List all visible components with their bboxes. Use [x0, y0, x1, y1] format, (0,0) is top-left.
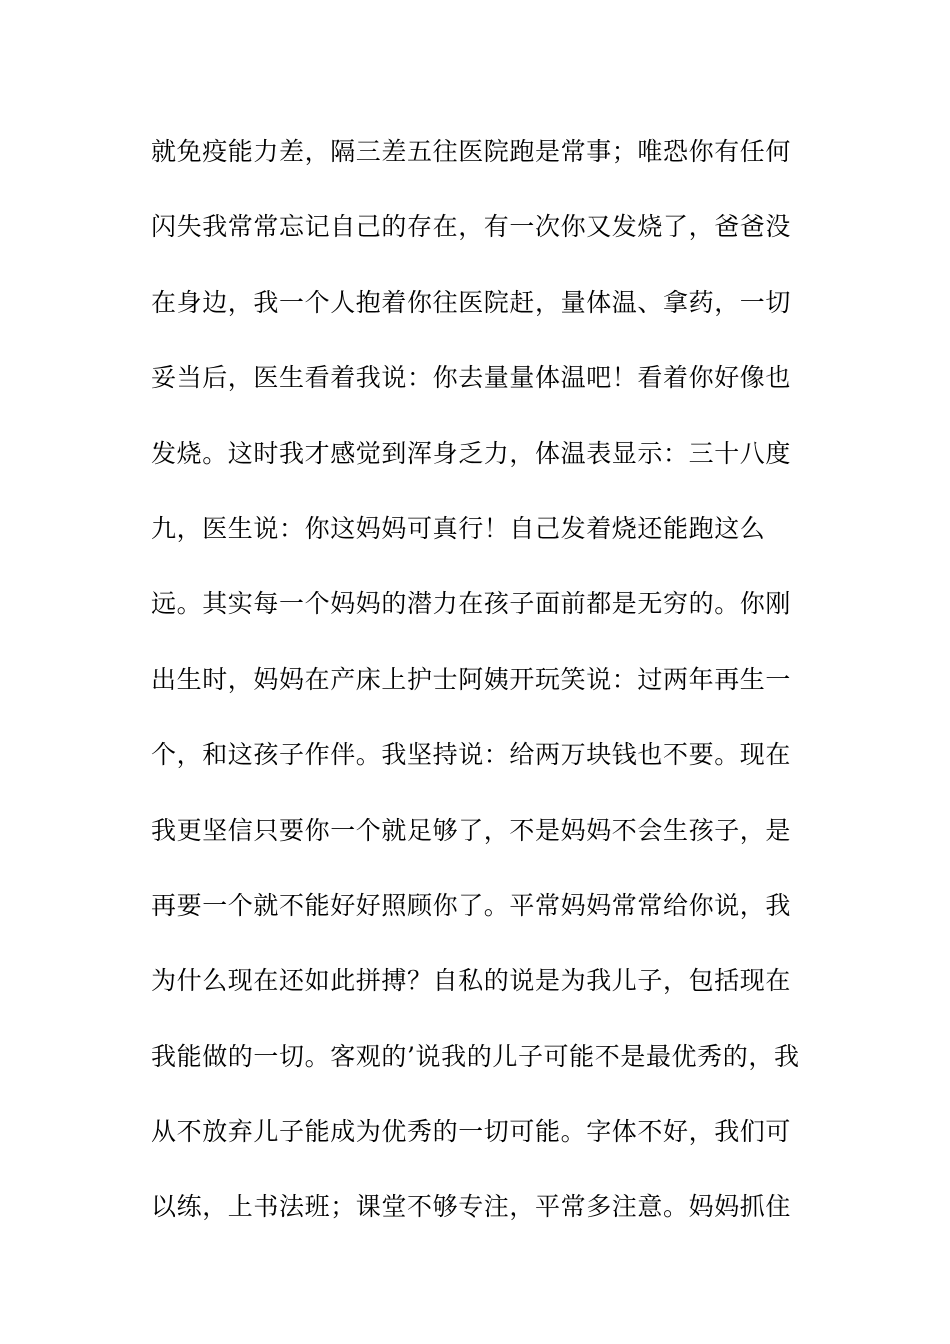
text-line: 闪失我常常忘记自己的存在，有一次你又发烧了，爸爸没 [151, 212, 792, 242]
text-line: 九，医生说：你这妈妈可真行！自己发着烧还能跑这么 [151, 513, 766, 543]
text-line: 出生时，妈妈在产床上护士阿姨开玩笑说：过两年再生一 [151, 664, 792, 694]
body-text [151, 131, 811, 1262]
text-line: 在身边，我一个人抱着你往医院赶，量体温、拿药，一切 [151, 287, 792, 317]
text-line: 再要一个就不能好好照顾你了。平常妈妈常常给你说，我 [151, 890, 792, 920]
text-line: 为什么现在还如此拼搏？自私的说是为我儿子，包括现在 [151, 966, 792, 996]
text-line: 妥当后，医生看着我说：你去量量体温吧！看着你好像也 [151, 363, 792, 393]
text-line: 我能做的一切。客观的’说我的儿子可能不是最优秀的，我 [151, 1041, 800, 1071]
text-line: 远。其实每一个妈妈的潜力在孩子面前都是无穷的。你刚 [151, 589, 792, 619]
text-line: 就免疫能力差，隔三差五往医院跑是常事；唯恐你有任何 [151, 137, 792, 166]
text-line: 发烧。这时我才感觉到浑身乏力，体温表显示：三十八度 [151, 438, 792, 468]
text-line: 个，和这孩子作伴。我坚持说：给两万块钱也不要。现在 [151, 740, 792, 770]
text-line: 以练，上书法班；课堂不够专注，平常多注意。妈妈抓住 [151, 1192, 792, 1222]
text-line: 从不放弃儿子能成为优秀的一切可能。字体不好，我们可 [151, 1117, 792, 1147]
text-line: 我更坚信只要你一个就足够了，不是妈妈不会生孩子，是 [151, 815, 792, 845]
